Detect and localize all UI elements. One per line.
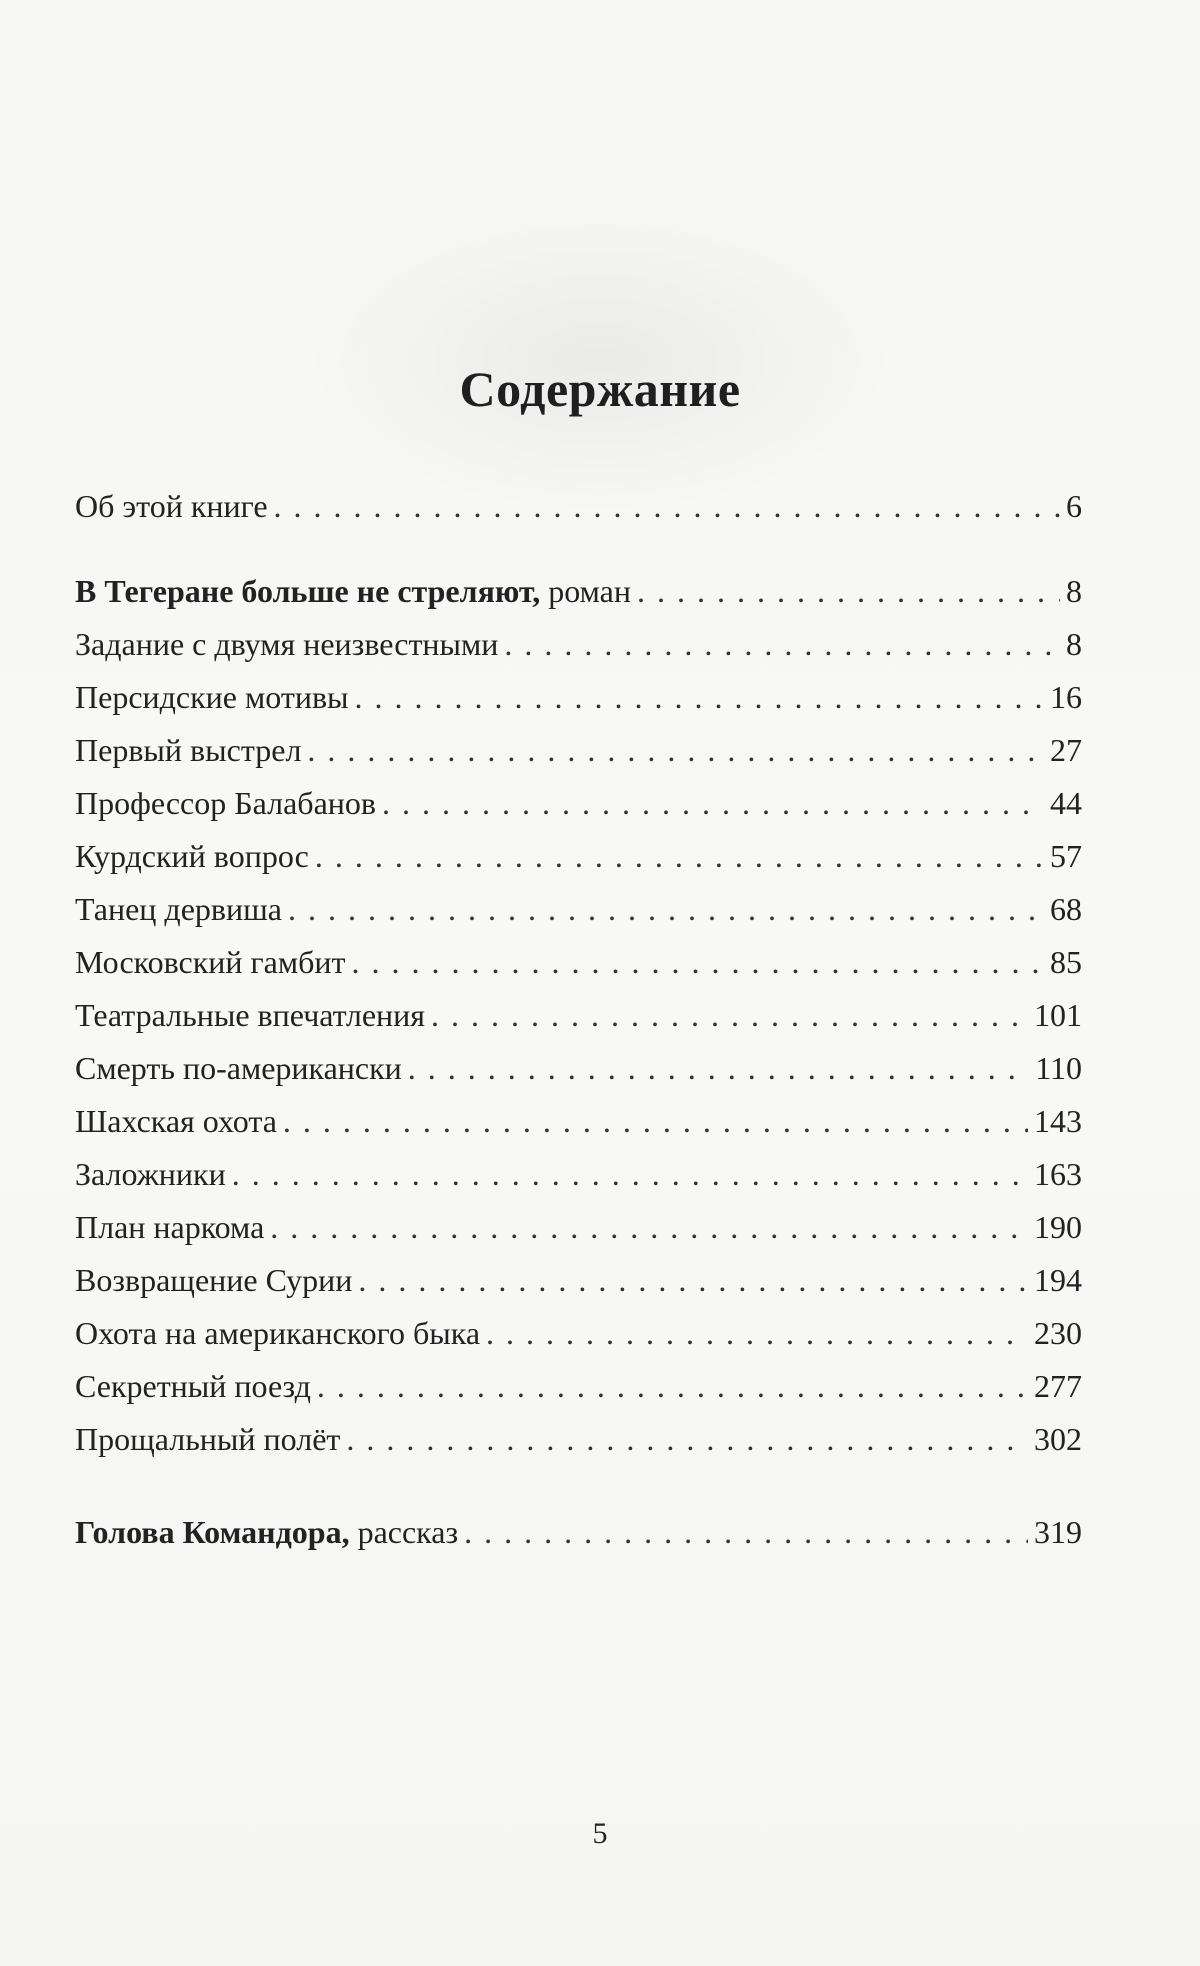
dot-leader [232,1148,1028,1201]
toc-entry-page: 163 [1034,1156,1082,1192]
toc-entry-title: Возвращение Сурии [75,1262,353,1298]
toc-entry-page: 194 [1034,1262,1082,1298]
toc-entry-title: Театральные впечатления [75,997,425,1033]
dot-leader [346,1413,1028,1466]
dot-leader [358,1254,1028,1307]
toc-entry-title [75,1506,458,1559]
toc-entry [75,883,1082,936]
toc-entry-page: 190 [1034,1209,1082,1245]
toc-entry [75,936,1082,989]
toc-entry-page: 57 [1050,838,1082,874]
page-number: 5 [592,1817,608,1850]
toc-entry [75,777,1082,830]
toc-entry-title: Заложники [75,1156,226,1192]
toc-entry-page: 110 [1035,1050,1082,1086]
dot-leader [317,1360,1028,1413]
toc-entry [75,1307,1082,1360]
toc-entry [75,724,1082,777]
dot-leader [464,1506,1028,1559]
toc-entry [75,618,1082,671]
dot-leader [486,1307,1028,1360]
toc-entry-page: 143 [1034,1103,1082,1139]
toc-entry-title: Московский гамбит [75,944,346,980]
dot-leader [307,724,1044,777]
toc-entry-bold-title: Голова Командора, [75,1514,350,1550]
toc-entry-title: Прощальный полёт [75,1421,341,1457]
toc-entry [75,1413,1082,1466]
toc-entry-novel [75,565,1082,618]
toc-entry-page: 44 [1050,785,1082,821]
dot-leader [637,565,1060,618]
toc-entry-title: Смерть по-американски [75,1050,402,1086]
toc-entry-page: 85 [1050,944,1082,980]
toc-entry [75,830,1082,883]
toc-entry-page: 16 [1050,679,1082,715]
toc-entry-page: 101 [1034,997,1082,1033]
toc-entry-title: Курдский вопрос [75,838,309,874]
dot-leader [355,671,1044,724]
dot-leader [288,883,1044,936]
dot-leader [382,777,1044,830]
toc-entry [75,1254,1082,1307]
dot-leader [315,830,1044,883]
page-title: Содержание [459,361,741,417]
toc-entry-page: 8 [1066,573,1082,609]
toc-entry-page: 27 [1050,732,1082,768]
toc-entry-page: 6 [1066,488,1082,524]
dot-leader [270,1201,1028,1254]
toc-entry-page: 230 [1034,1315,1082,1351]
toc-entry-page: 68 [1050,891,1082,927]
toc-entry [75,989,1082,1042]
toc-entry-title [75,565,631,618]
toc-entry-title: План наркома [75,1209,265,1245]
toc-entry [75,1148,1082,1201]
toc-entry-page: 277 [1034,1368,1082,1404]
table-of-contents [75,480,1082,1559]
toc-entry [75,1201,1082,1254]
toc-entry-title: Шахская охота [75,1103,277,1139]
toc-entry-bold-title: В Тегеране больше не стреляют, [75,573,541,609]
toc-entry-page: 302 [1034,1421,1082,1457]
toc-entry [75,1042,1082,1095]
toc-entry-genre: роман [540,573,631,609]
toc-entry-about [75,480,1082,533]
toc-entry [75,671,1082,724]
toc-entry-title: Персидские мотивы [75,679,349,715]
dot-leader [351,936,1044,989]
toc-entry-title: Профессор Балабанов [75,785,376,821]
dot-leader [504,618,1060,671]
dot-leader [283,1095,1028,1148]
dot-leader [431,989,1028,1042]
dot-leader [274,480,1060,533]
toc-entry-title: Танец дервиша [75,891,282,927]
toc-entry-page: 319 [1034,1514,1082,1550]
toc-entry [75,1360,1082,1413]
toc-entry [75,1095,1082,1148]
toc-entry-title: Задание с двумя неизвестными [75,626,499,662]
toc-entry-title: Об этой книге [75,488,268,524]
toc-entry-title: Охота на американского быка [75,1315,481,1351]
toc-entry-genre: рассказ [349,1514,459,1550]
dot-leader [408,1042,1029,1095]
toc-entry-title: Секретный поезд [75,1368,311,1404]
toc-entry-title: Первый выстрел [75,732,302,768]
toc-entry-page: 8 [1066,626,1082,662]
toc-entry-story [75,1506,1082,1559]
